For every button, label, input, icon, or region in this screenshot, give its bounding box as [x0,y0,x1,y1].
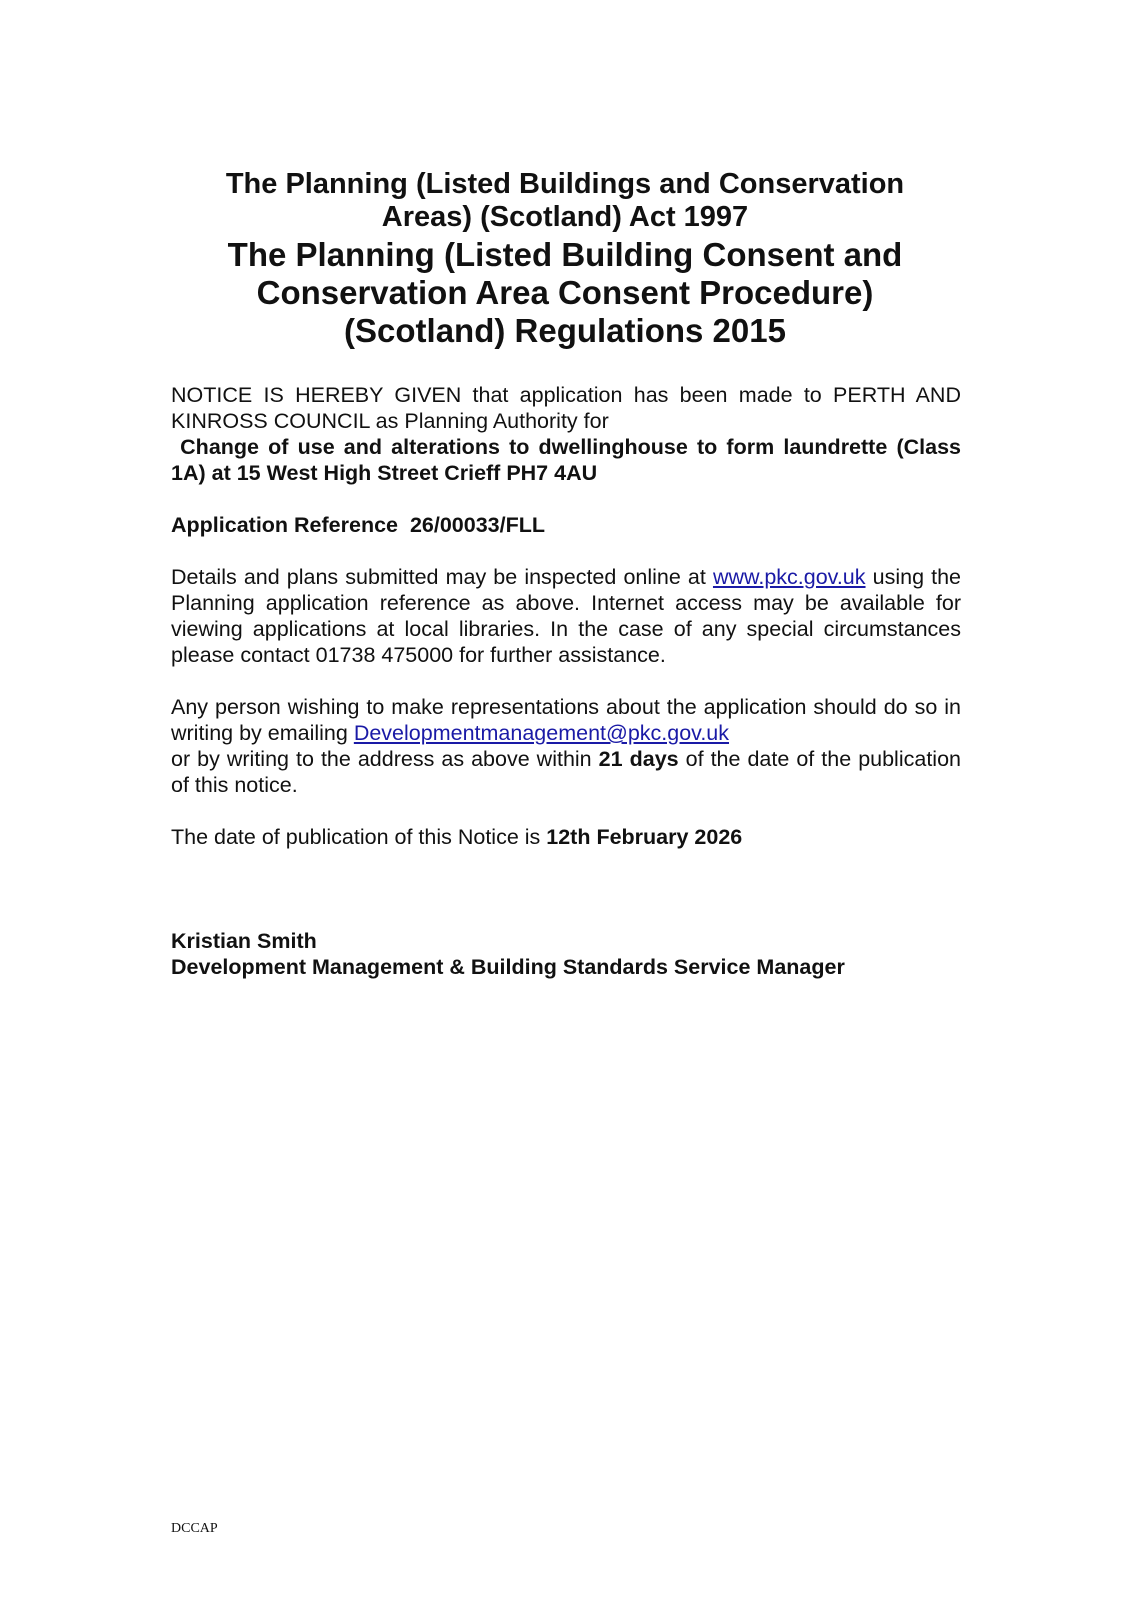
act-title-line-2: Areas) (Scotland) Act 1997 [381,201,749,233]
act-title-line-1: The Planning (Listed Buildings and Conservation [225,168,905,200]
application-reference-label: Application Reference [171,513,398,537]
signature-block [171,928,961,980]
act-title [170,168,960,234]
notice-body [171,382,967,980]
regulations-title-line-2: Conservation Area Consent Procedure) [256,274,874,311]
representation-period: 21 days [598,747,679,771]
proposal-description: Change of use and alterations to dwellinghouse to form laundrette (Class 1A) at 15 West High Street Crieff PH7 4AU [171,435,967,485]
publication-date-paragraph [171,824,961,850]
representations-text-middle: or by writing to the address as above within [171,747,599,771]
details-text-end: using the Planning application reference as above. Internet access may be available for viewing applications at local libraries. In the case of any special circumstances please contact 01738 475000 for further assistance. [171,565,962,667]
pkc-website-link[interactable]: www.pkc.gov.uk [712,565,866,589]
application-reference-value: 26/00033/FLL [409,513,545,537]
representations-paragraph [171,694,961,798]
development-management-email-link[interactable]: Developmentmanagement@pkc.gov.uk [353,721,730,745]
publication-date: 12th February 2026 [546,825,743,849]
signatory-name: Kristian Smith [171,929,317,953]
regulations-title-line-1: The Planning (Listed Building Consent and [227,236,903,273]
details-text-start: Details and plans submitted may be inspected online at [171,565,713,589]
regulations-title [170,236,960,350]
notice-paragraph [171,382,967,486]
spacer [171,876,961,928]
signatory-title: Development Management & Building Standards Service Manager [171,955,845,979]
regulations-title-line-3: (Scotland) Regulations 2015 [344,312,786,349]
title-block [170,168,960,350]
representations-text-end: of the date of the publication of this notice. [171,747,961,797]
application-reference [171,512,961,538]
representations-text-start: Any person wishing to make representations about the application should do so in writing by emailing [171,695,961,745]
details-paragraph [171,564,961,668]
publication-text: The date of publication of this Notice is [171,825,547,849]
notice-intro: NOTICE IS HEREBY GIVEN that application has been made to PERTH AND KINROSS COUNCIL as Planning Authority for [171,383,961,433]
footer-code: DCCAP [171,1521,218,1536]
